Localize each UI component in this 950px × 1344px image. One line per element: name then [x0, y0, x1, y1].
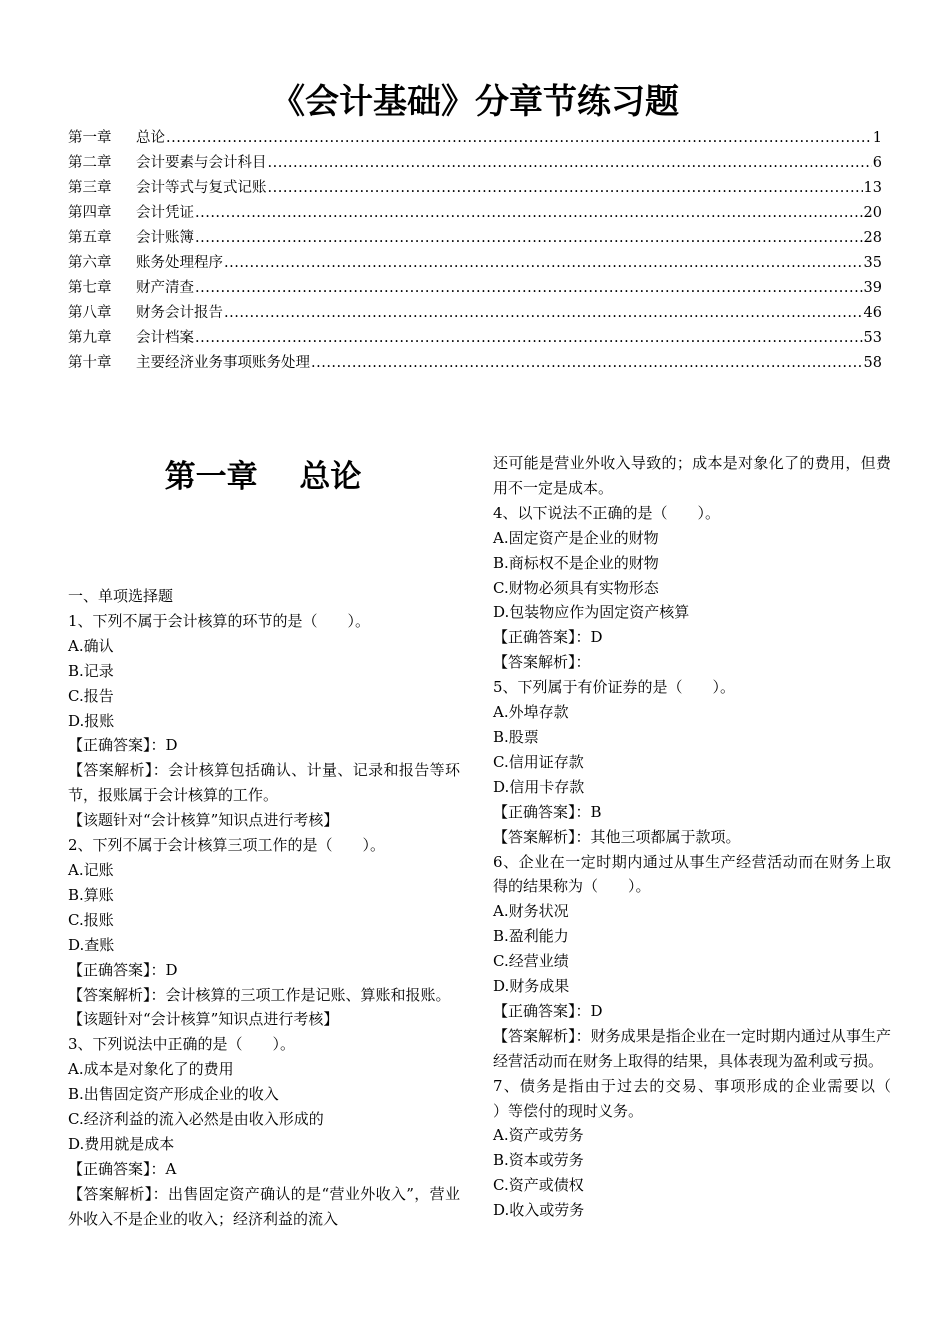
- text-line: A.固定资产是企业的财物: [493, 528, 659, 547]
- toc-page-number: 53: [863, 330, 882, 346]
- toc-chapter-number: 第一章: [68, 130, 112, 146]
- text-line: A.外埠存款: [493, 703, 569, 722]
- toc-dot-leader: [311, 351, 863, 376]
- text-line: 2、下列不属于会计核算三项工作的是（ ）。: [68, 836, 386, 855]
- text-line: B.资本或劳务: [493, 1151, 584, 1170]
- toc-page-number: 20: [863, 205, 882, 221]
- text-line: C.资产或债权: [493, 1176, 584, 1195]
- toc-page-number: 35: [863, 255, 882, 271]
- toc-entry[interactable]: [68, 226, 882, 251]
- text-line: C.经济利益的流入必然是由收入形成的: [68, 1110, 324, 1129]
- toc-chapter-number: 第五章: [68, 230, 112, 246]
- text-line: 【答案解析】：会计核算包括确认、计量、记录和报告等环节，报账属于会计核算的工作。: [68, 761, 460, 805]
- toc-entry[interactable]: [68, 301, 882, 326]
- toc-page-number: 13: [863, 180, 882, 196]
- toc-dot-leader: [224, 251, 863, 276]
- text-line: 【答案解析】：财务成果是指企业在一定时期内通过从事生产经营活动而在财务上取得的结果，具体表现为盈利或亏损。: [493, 1026, 891, 1070]
- text-line: 3、下列说法中正确的是（ ）。: [68, 1035, 296, 1054]
- text-line: A.资产或劳务: [493, 1126, 584, 1145]
- document-title: 《会计基础》分章节练习题: [271, 82, 679, 122]
- text-line: 【该题针对“会计核算”知识点进行考核】: [68, 811, 339, 830]
- toc-chapter-number: 第九章: [68, 330, 112, 346]
- toc-dot-leader: [195, 276, 863, 301]
- text-line: D.财务成果: [493, 977, 570, 996]
- toc-chapter-number: 第三章: [68, 180, 112, 196]
- text-line: 7、债务是指由于过去的交易、事项形成的企业需要以（ ）等偿付的现时义务。: [493, 1076, 922, 1120]
- toc-entry[interactable]: [68, 276, 882, 301]
- text-line: D.信用卡存款: [493, 777, 585, 796]
- toc-chapter-number: 第二章: [68, 155, 112, 171]
- toc-entry[interactable]: [68, 326, 882, 351]
- toc-chapter-name: 会计要素与会计科目: [136, 155, 267, 171]
- text-line: C.信用证存款: [493, 752, 584, 771]
- text-line: C.经营业绩: [493, 952, 569, 971]
- text-line: 【答案解析】：其他三项都属于款项。: [493, 827, 741, 846]
- toc-entry[interactable]: [68, 351, 882, 376]
- toc-dot-leader: [195, 226, 863, 251]
- toc-dot-leader: [224, 301, 863, 326]
- toc-page-number: 1: [872, 130, 882, 146]
- toc-entry[interactable]: [68, 151, 882, 176]
- toc-page-number: 39: [863, 280, 882, 296]
- text-line: 【正确答案】：D: [493, 1001, 603, 1020]
- toc-chapter-number: 第七章: [68, 280, 112, 296]
- text-line: 【该题针对“会计核算”知识点进行考核】: [68, 1010, 339, 1029]
- text-line: B.盈利能力: [493, 927, 569, 946]
- text-line: A.确认: [68, 636, 114, 655]
- toc-chapter-number: 第六章: [68, 255, 112, 271]
- text-line: D.查账: [68, 935, 115, 954]
- toc-chapter-name: 主要经济业务事项账务处理: [136, 355, 310, 371]
- toc-chapter-name: 会计档案: [136, 330, 194, 346]
- text-line: 1、下列不属于会计核算的环节的是（ ）。: [68, 611, 371, 630]
- toc-page-number: 6: [872, 155, 882, 171]
- toc-chapter-number: 第四章: [68, 205, 112, 221]
- text-line: C.报账: [68, 910, 114, 929]
- text-line: 【正确答案】：D: [68, 960, 178, 979]
- text-line: B.股票: [493, 727, 539, 746]
- toc-page-number: 28: [863, 230, 882, 246]
- right-column: [493, 451, 922, 1223]
- text-line: 【正确答案】：A: [68, 1159, 177, 1178]
- toc-chapter-name: 总论: [136, 130, 165, 146]
- text-line: A.成本是对象化了的费用: [68, 1060, 234, 1079]
- text-line: 4、以下说法不正确的是（ ）。: [493, 503, 721, 522]
- text-line: D.收入或劳务: [493, 1201, 585, 1220]
- text-line: C.财物必须具有实物形态: [493, 578, 659, 597]
- toc-entry[interactable]: [68, 126, 882, 151]
- toc-page-number: 58: [863, 355, 882, 371]
- section-heading: 一、单项选择题: [68, 587, 174, 605]
- text-line: B.算账: [68, 885, 114, 904]
- text-line: D.报账: [68, 711, 115, 730]
- text-line: 【正确答案】：D: [68, 736, 178, 755]
- toc-entry[interactable]: [68, 201, 882, 226]
- table-of-contents: [68, 126, 882, 376]
- toc-chapter-number: 第十章: [68, 355, 112, 371]
- text-line: 6、企业在一定时期内通过从事生产经营活动而在财务上取得的结果称为（ ）。: [493, 852, 891, 896]
- chapter-title: 第一章 总论: [164, 459, 362, 495]
- toc-chapter-number: 第八章: [68, 305, 112, 321]
- toc-entry[interactable]: [68, 251, 882, 276]
- toc-dot-leader: [166, 126, 872, 151]
- toc-chapter-name: 财务会计报告: [136, 305, 223, 321]
- text-line: A.财务状况: [493, 902, 569, 921]
- toc-dot-leader: [268, 151, 872, 176]
- toc-chapter-name: 账务处理程序: [136, 255, 223, 271]
- text-line: C.报告: [68, 686, 114, 705]
- text-line: 5、下列属于有价证券的是（ ）。: [493, 678, 736, 697]
- toc-chapter-name: 会计等式与复式记账: [136, 180, 267, 196]
- text-line: B.出售固定资产形成企业的收入: [68, 1085, 279, 1104]
- toc-chapter-name: 会计凭证: [136, 205, 194, 221]
- text-line: 【正确答案】：D: [493, 628, 603, 647]
- text-line: D.费用就是成本: [68, 1134, 175, 1153]
- toc-page-number: 46: [863, 305, 882, 321]
- toc-chapter-name: 会计账簿: [136, 230, 194, 246]
- toc-chapter-name: 财产清查: [136, 280, 194, 296]
- toc-dot-leader: [268, 176, 863, 201]
- text-line: 【答案解析】：: [493, 653, 591, 672]
- toc-dot-leader: [195, 201, 863, 226]
- text-line: B.记录: [68, 661, 114, 680]
- text-line: D.包装物应作为固定资产核算: [493, 603, 690, 622]
- text-line: 【答案解析】：出售固定资产确认的是“营业外收入”，营业外收入不是企业的收入；经济利益的流入: [68, 1184, 460, 1228]
- toc-dot-leader: [195, 326, 863, 351]
- text-line: 【正确答案】：B: [493, 802, 602, 821]
- toc-entry[interactable]: [68, 176, 882, 201]
- text-line: 【答案解析】：会计核算的三项工作是记账、算账和报账。: [68, 985, 451, 1004]
- left-column: [68, 584, 460, 1232]
- text-line: 还可能是营业外收入导致的；成本是对象化了的费用，但费用不一定是成本。: [493, 454, 891, 497]
- text-line: A.记账: [68, 860, 114, 879]
- text-line: B.商标权不是企业的财物: [493, 553, 659, 572]
